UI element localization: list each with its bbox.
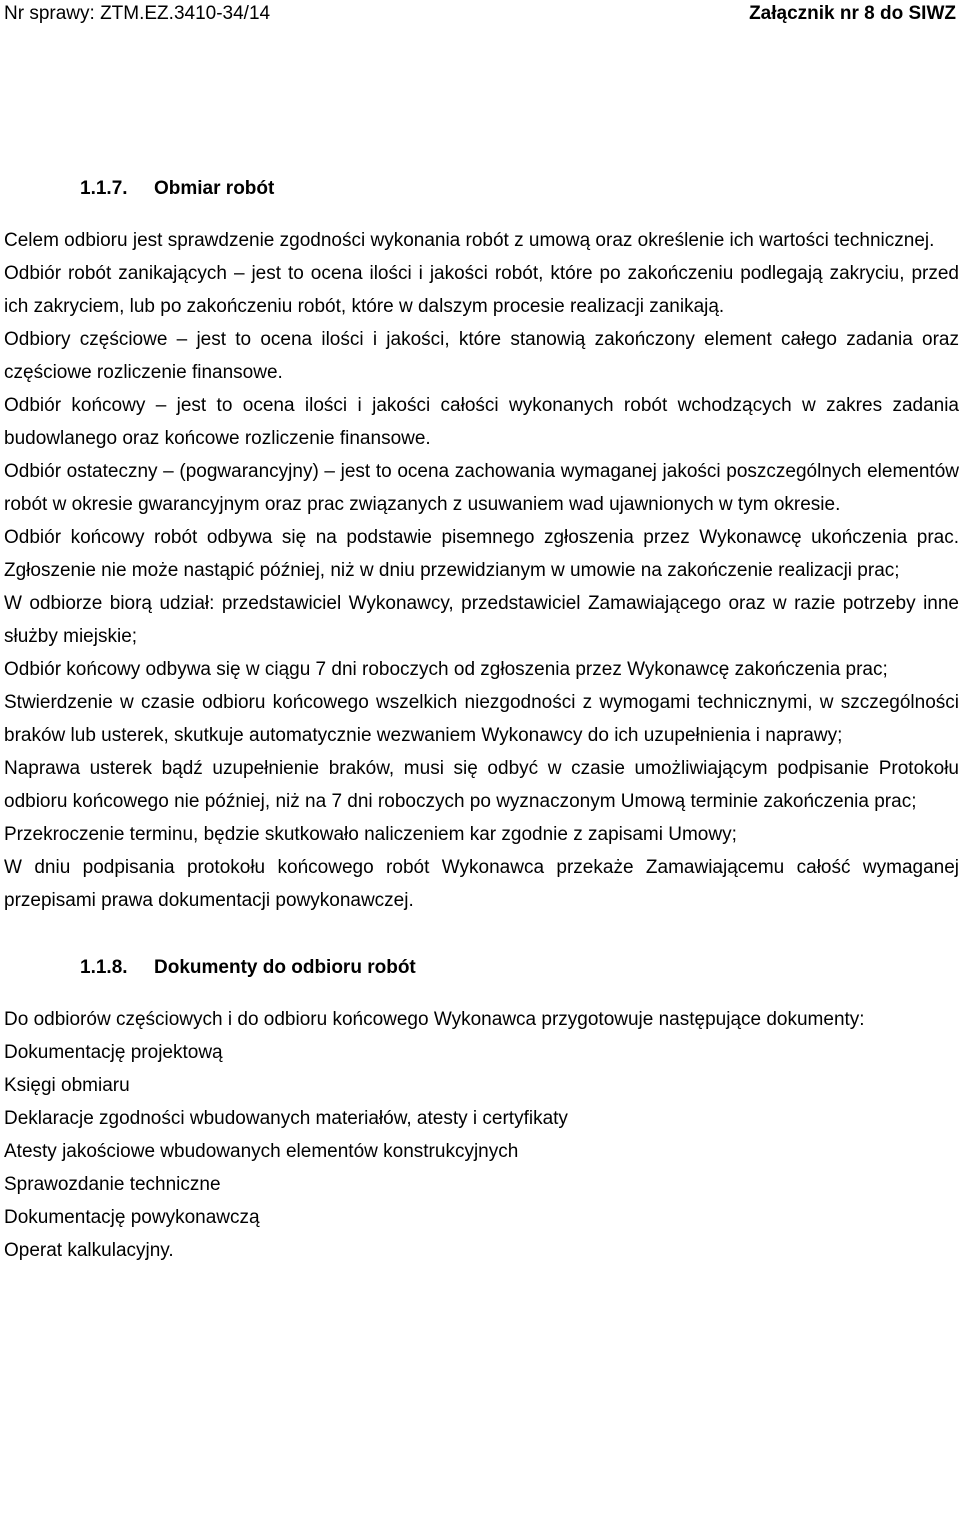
section-heading-obmiar [4, 172, 959, 206]
paragraph: W odbiorze biorą udział: przedstawiciel Wykonawcy, przedstawiciel Zamawiającego oraz w razie potrzeby inne służby miejskie; [4, 593, 959, 647]
list-item: Deklaracje zgodności wbudowanych materiałów, atesty i certyfikaty [4, 1108, 568, 1129]
list-item: Atesty jakościowe wbudowanych elementów konstrukcyjnych [4, 1141, 519, 1162]
page-header [4, 0, 956, 32]
paragraph: Przekroczenie terminu, będzie skutkowało naliczeniem kar zgodnie z zapisami Umowy; [4, 824, 737, 845]
paragraph: Celem odbioru jest sprawdzenie zgodności wykonania robót z umową oraz określenie ich wartości technicznej. [4, 230, 935, 251]
paragraph: Odbiór końcowy robót odbywa się na podstawie pisemnego zgłoszenia przez Wykonawcę ukończenia prac. Zgłoszenie nie może nastąpić później, niż w dniu przewidzianym w umowie na zakończenie realizacji prac; [4, 527, 959, 581]
paragraph: W dniu podpisania protokołu końcowego robót Wykonawca przekaże Zamawiającemu całość wymaganej przepisami prawa dokumentacji powykonawczej. [4, 857, 959, 911]
paragraph: Odbiór końcowy – jest to ocena ilości i jakości całości wykonanych robót wchodzących w zakres zadania budowlanego oraz końcowe rozliczenie finansowe. [4, 395, 959, 449]
list-item: Sprawozdanie techniczne [4, 1174, 221, 1195]
section-number: 1.1.8. [80, 957, 128, 978]
paragraph: Odbiory częściowe – jest to ocena ilości i jakości, które stanowią zakończony element całego zadania oraz częściowe rozliczenie finansowe. [4, 329, 959, 383]
list-item: Dokumentację projektową [4, 1042, 223, 1063]
document-body [4, 172, 959, 1267]
section-heading-dokumenty [4, 951, 959, 985]
case-number: Nr sprawy: ZTM.EZ.3410-34/14 [4, 3, 271, 24]
paragraph: Odbiór ostateczny – (pogwarancyjny) – jest to ocena zachowania wymaganej jakości poszczególnych elementów robót w okresie gwarancyjnym oraz prac związanych z usuwaniem wad ujawnionych w tym okresie. [4, 461, 959, 515]
paragraph: Do odbiorów częściowych i do odbioru końcowego Wykonawca przygotowuje następujące dokumenty: [4, 1009, 865, 1030]
paragraph: Stwierdzenie w czasie odbioru końcowego wszelkich niezgodności z wymogami technicznymi, w szczególności braków lub usterek, skutkuje automatycznie wezwaniem Wykonawcy do ich uzupełnienia i naprawy; [4, 692, 959, 746]
list-item: Księgi obmiaru [4, 1075, 130, 1096]
list-item: Dokumentację powykonawczą [4, 1207, 260, 1228]
list-item: Operat kalkulacyjny. [4, 1240, 174, 1261]
documents-list [4, 1036, 959, 1267]
section-number: 1.1.7. [80, 178, 128, 199]
paragraph: Odbiór końcowy odbywa się w ciągu 7 dni roboczych od zgłoszenia przez Wykonawcę zakończenia prac; [4, 659, 888, 680]
attachment-label: Załącznik nr 8 do SIWZ [749, 3, 956, 24]
section-title: Dokumenty do odbioru robót [154, 957, 416, 978]
paragraph: Odbiór robót zanikających – jest to ocena ilości i jakości robót, które po zakończeniu podlegają zakryciu, przed ich zakryciem, lub po zakończeniu robót, które w dalszym procesie realizacji zanikają. [4, 263, 959, 317]
paragraph: Naprawa usterek bądź uzupełnienie braków, musi się odbyć w czasie umożliwiającym podpisanie Protokołu odbioru końcowego nie później, niż na 7 dni roboczych po wyznaczonym Umową terminie zakończenia prac; [4, 758, 959, 812]
section-title: Obmiar robót [154, 178, 275, 199]
